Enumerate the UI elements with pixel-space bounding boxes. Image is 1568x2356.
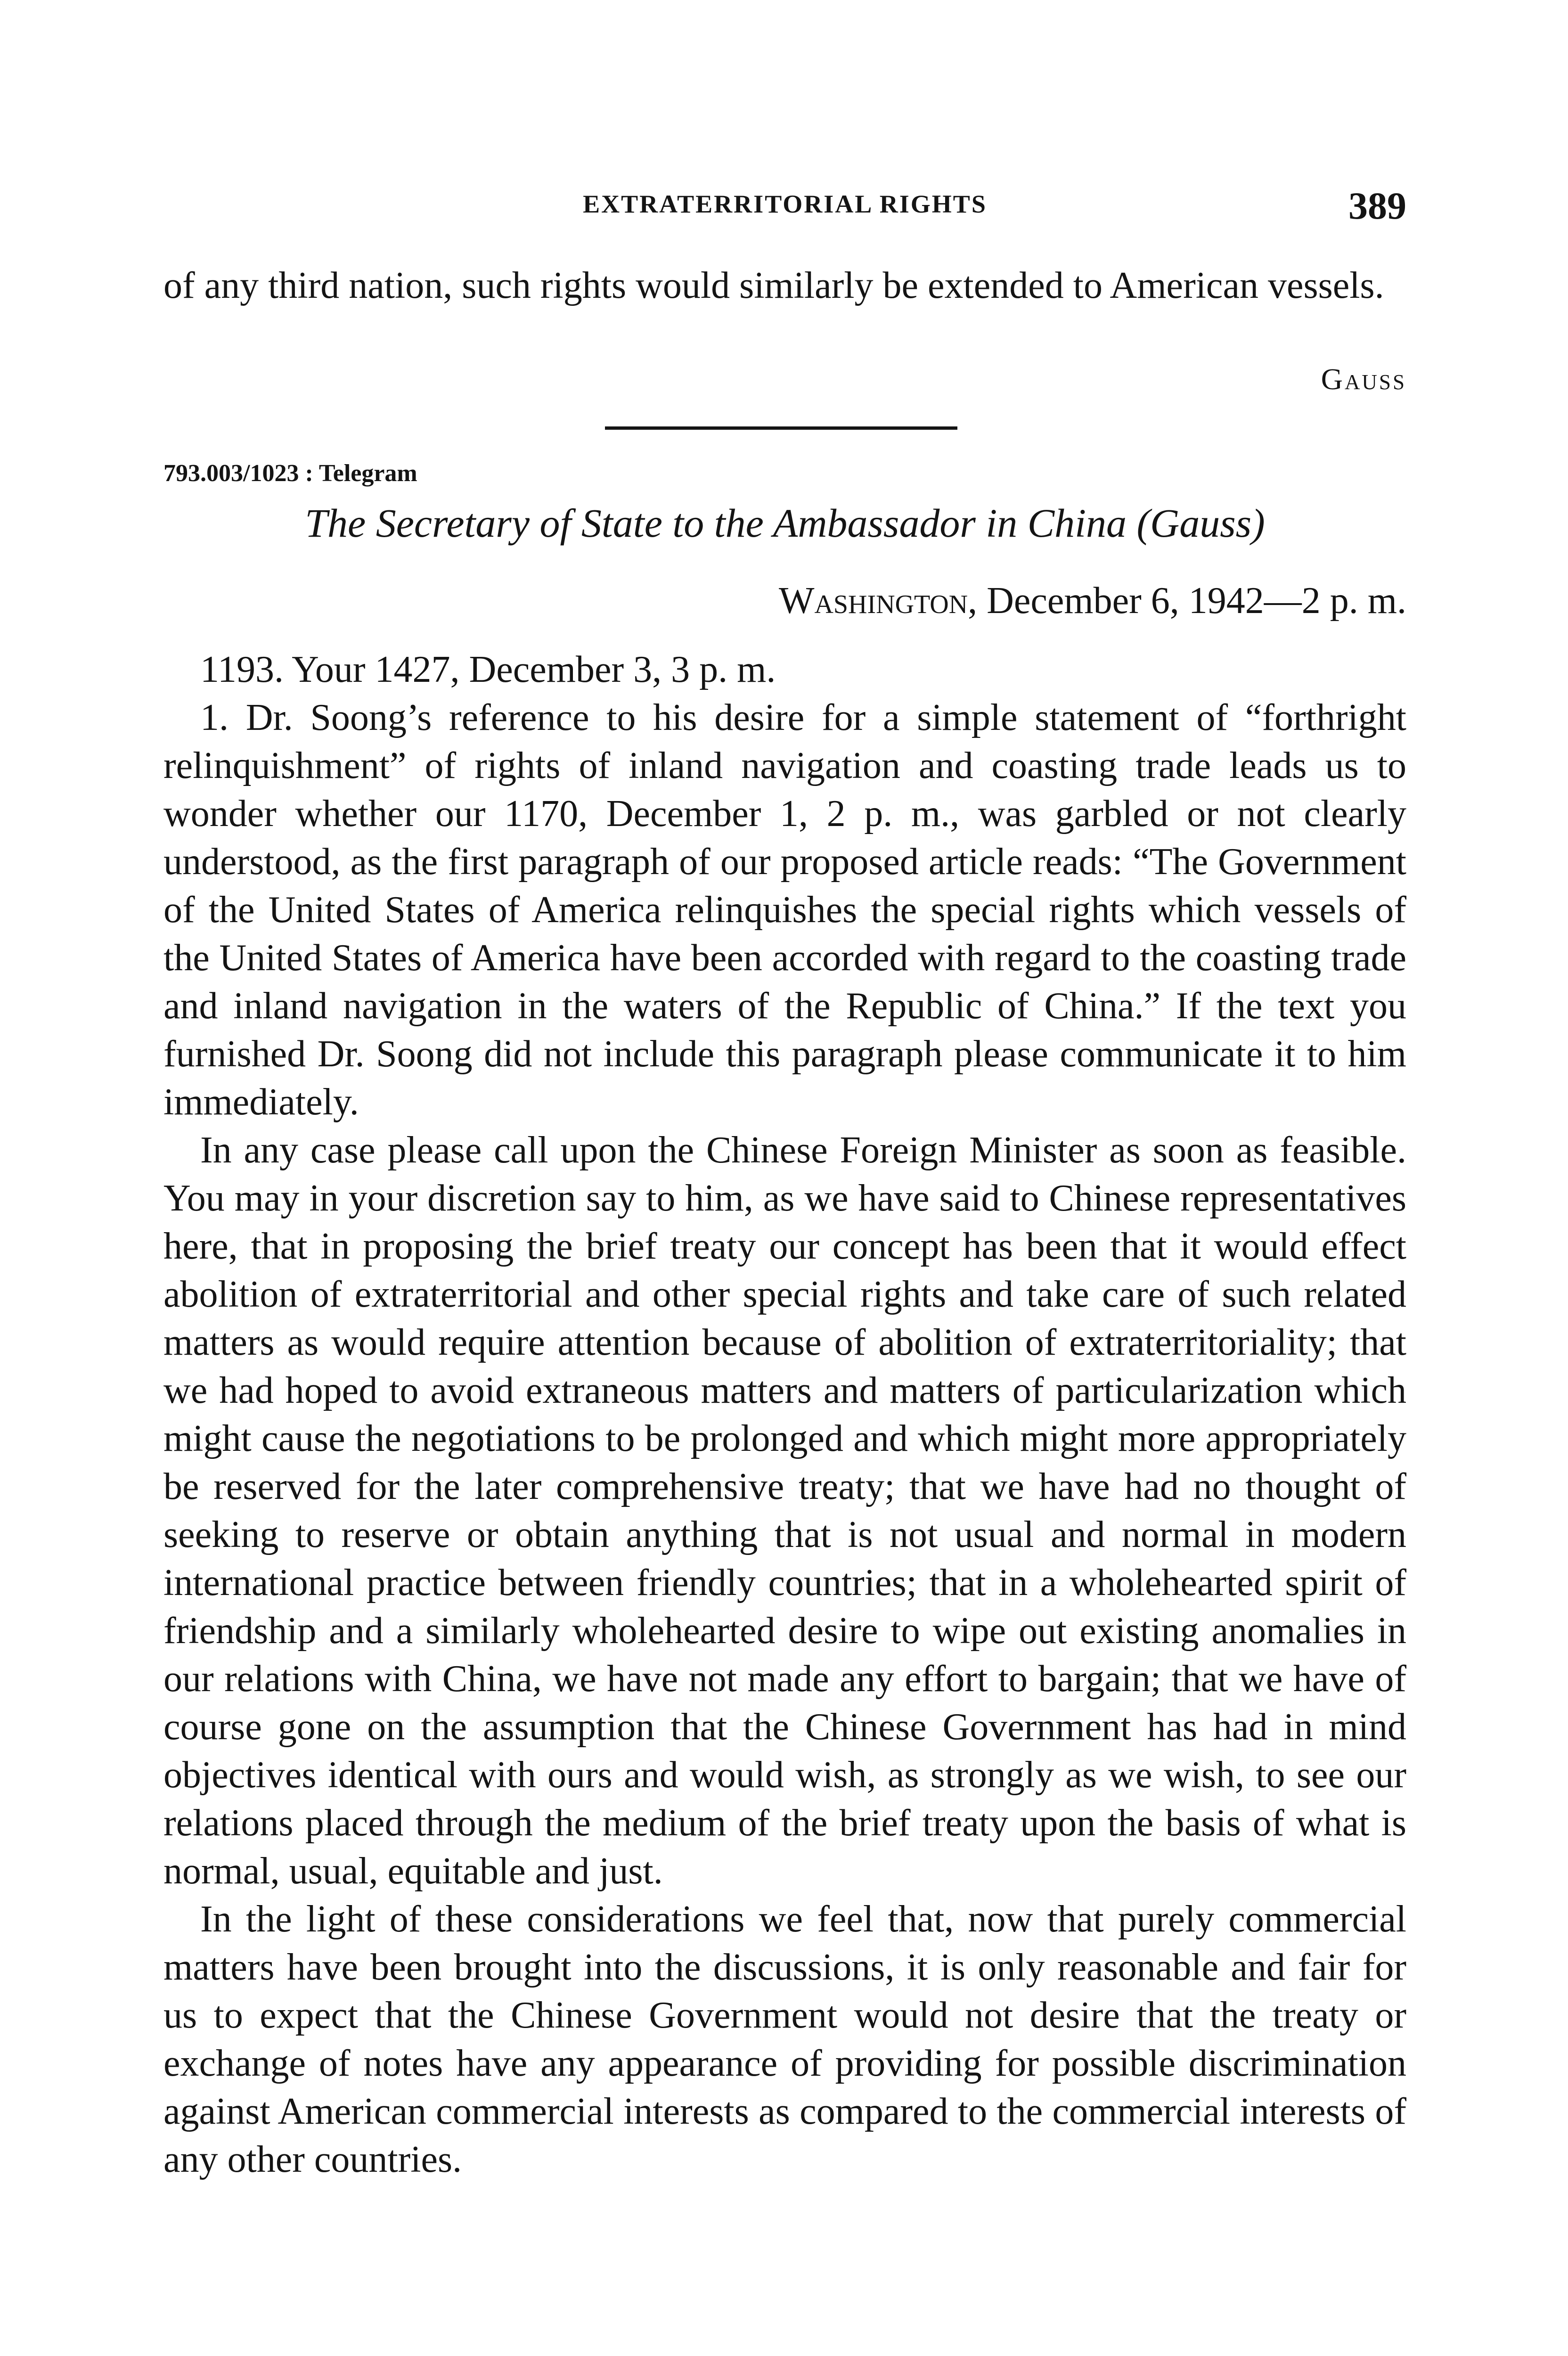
running-title: EXTRATERRITORIAL RIGHTS <box>583 190 987 218</box>
dateline-place: Washington <box>778 580 968 622</box>
file-reference: 793.003/1023 : Telegram <box>163 460 417 487</box>
telegram-body <box>163 646 1406 2184</box>
dateline-date: , December 6, 1942—2 p. m. <box>968 580 1406 622</box>
continuation-paragraph: of any third nation, such rights would similarly be extended to American vessels. <box>163 265 1384 306</box>
paragraph-reference: 1193. Your 1427, December 3, 3 p. m. <box>200 649 776 690</box>
dateline <box>779 580 1406 622</box>
paragraph-3: In the light of these considerations we feel that, now that purely commercial matters have been brought into the discussions, it is only reasonable and fair for us to expect that the Chinese Government would not desire that the treaty or exchange of notes have any appearance of providing for possible discrimination against American commercial interests as compared to the commercial interests of any other countries. <box>163 1898 1406 2180</box>
signature: Gauss <box>1321 362 1406 396</box>
paragraph-1: 1. Dr. Soong’s reference to his desire for a simple statement of “forthright relinquishment” of rights of inland navigation and coasting trade leads us to wonder whether our 1170, December 1, 2 p. m., was garbled or not clearly understood, as the first paragraph of our proposed article reads: “The Government of the United States of America relinquishes the special rights which vessels of the United States of America have been accorded with regard to the coasting trade and inland navigation in the waters of the Republic of China.” If the text you furnished Dr. Soong did not include this paragraph please communicate it to him immediately. <box>163 697 1406 1123</box>
section-divider <box>605 426 957 430</box>
paragraph-2: In any case please call upon the Chinese Foreign Minister as soon as feasible. You may in your discretion say to him, as we have said to Chinese representatives here, that in proposing the brief treaty our concept has been that it would effect abolition of extraterritorial and other special rights and take care of such related matters as would require attention because of abolition of extraterritoriality; that we had hoped to avoid extraneous matters and matters of particularization which might cause the negotiations to be prolonged and which might more appropriately be reserved for the later comprehensive treaty; that we have had no thought of seeking to reserve or obtain anything that is not usual and normal in modern international practice between friendly countries; that in a wholehearted spirit of friendship and a similarly wholehearted desire to wipe out existing anomalies in our relations with China, we have not made any effort to bargain; that we have of course gone on the assumption that the Chinese Government has had in mind objectives identical with ours and would wish, as strongly as we wish, to see our relations placed through the medium of the brief treaty upon the basis of what is normal, usual, equitable and just. <box>163 1129 1406 1892</box>
page-header <box>163 184 1406 226</box>
document-title: The Secretary of State to the Ambassador in China (Gauss) <box>305 500 1265 546</box>
page-number: 389 <box>1348 184 1406 227</box>
